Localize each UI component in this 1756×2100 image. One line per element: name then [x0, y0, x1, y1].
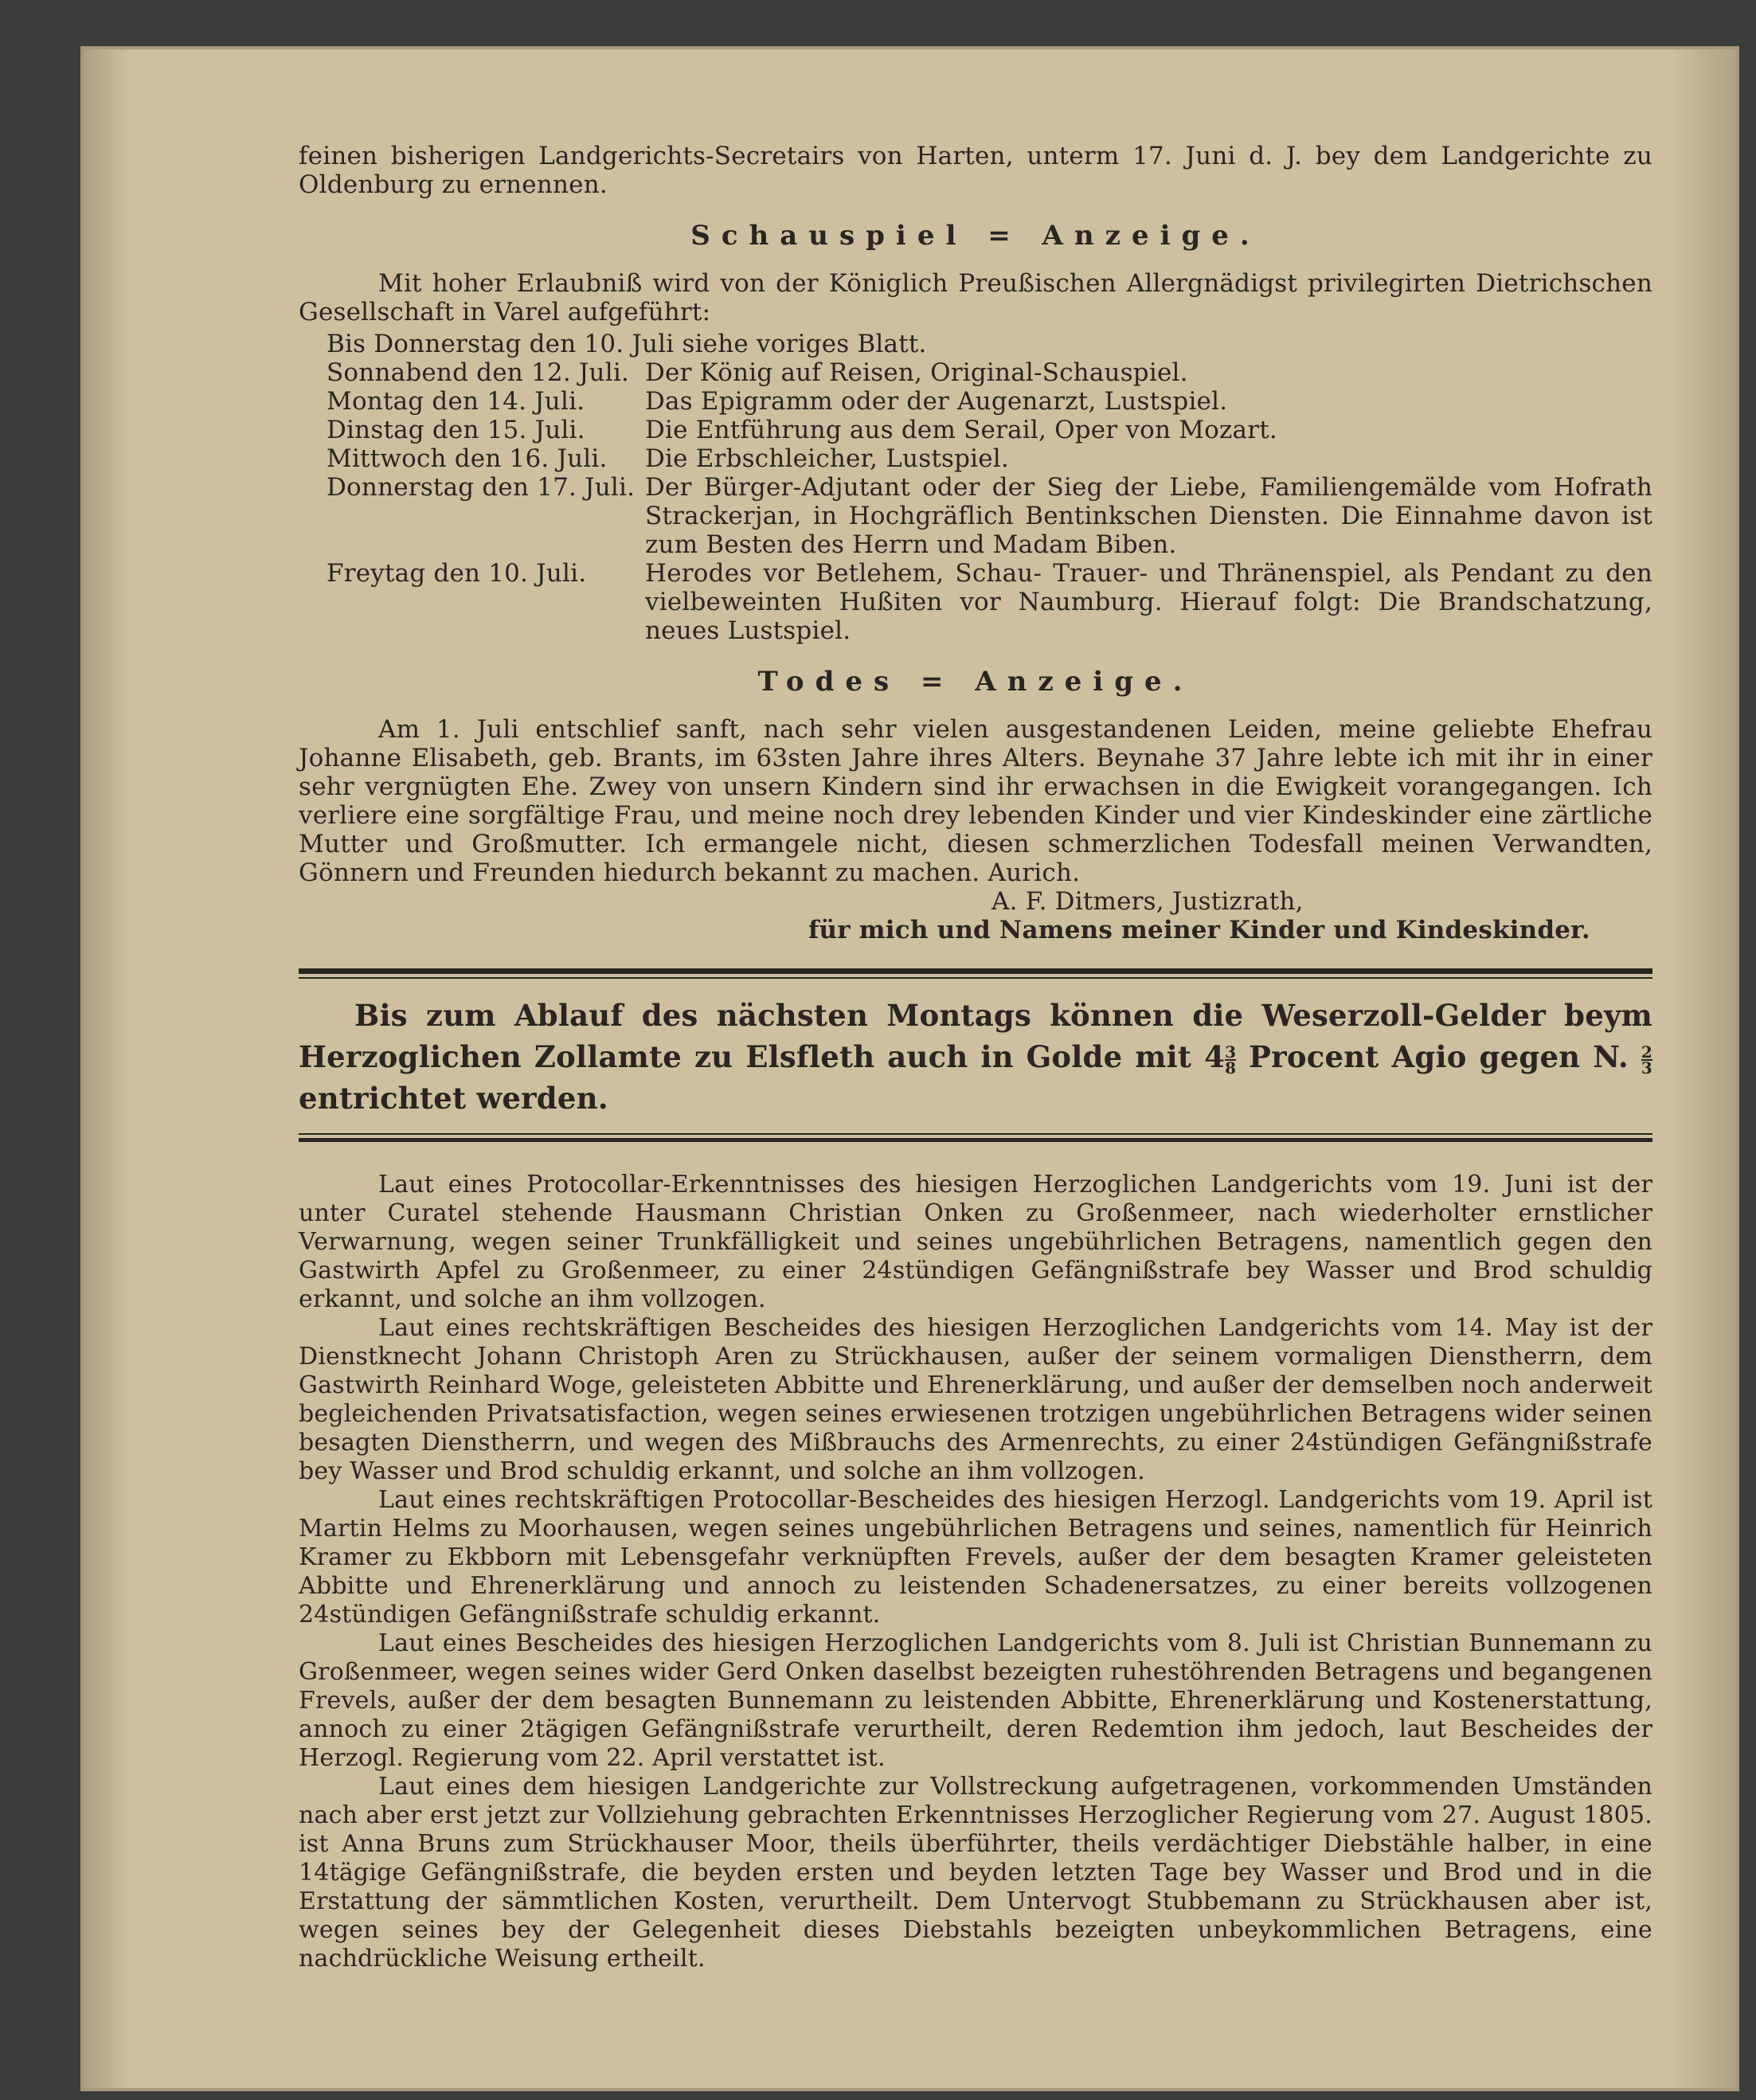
fraction-denominator: 3: [1641, 1058, 1652, 1077]
fraction-numerator: 2: [1641, 1042, 1652, 1062]
schedule-row: [299, 559, 1652, 645]
schedule-day: Dinstag den 15. Juli.: [327, 416, 585, 444]
schedule-day: Mittwoch den 16. Juli.: [327, 444, 608, 473]
fraction-two-thirds: [1641, 1042, 1652, 1077]
notice-text-middle: Procent Agio gegen N.: [1236, 1039, 1641, 1074]
schedule-play: Der Bürger-Adjutant oder der Sieg der Liebe, Familiengemälde vom Hofrath Strackerjan, in Hochgräflich Bentinkschen Diensten. Die Einnahme davon ist zum Besten des Herrn und Madam Biben.: [645, 473, 1652, 559]
judgment-paragraph: Laut eines Bescheides des hiesigen Herzoglichen Landgerichts vom 8. Juli ist Christian Bunnemann zu Großenmeer, wegen seines wider Gerd Onken daselbst bezeigten ruhestöhrenden Betragens und begangenen Frevels, außer der dem besagten Bunnemann zu leistenden Abbitte, Ehrenerklärung und Kostenerstattung, annoch zu einer 2tägigen Gefängnißstrafe verurtheilt, deren Redemtion ihm jedoch, laut Bescheides der Herzogl. Regierung vom 22. April verstattet ist.: [299, 1629, 1652, 1772]
divider-thick: [299, 1138, 1652, 1142]
schedule-play: Der König auf Reisen, Original-Schauspiel.: [645, 358, 1188, 387]
todes-signature-line2: für mich und Namens meiner Kinder und Kindeskinder.: [808, 916, 1590, 944]
fraction-denominator: 8: [1225, 1058, 1237, 1077]
schauspiel-heading: Schauspiel = Anzeige.: [690, 220, 1261, 252]
todes-heading: Todes = Anzeige.: [757, 666, 1194, 698]
page-text: [299, 142, 1652, 1973]
schauspiel-intro: Mit hoher Erlaubniß wird von der Königlich Preußischen Allergnädigst privilegirten Dietrichschen Gesellschaft in Varel aufgeführt:: [299, 269, 1652, 327]
weserzoll-notice: [299, 995, 1652, 1119]
notice-text-start: Bis zum Ablauf des nächsten Montags können die Weserzoll-Gelder beym Herzoglichen Zollamte zu Elsfleth auch in Golde mit 4: [299, 998, 1652, 1074]
schedule-row: [299, 358, 1652, 387]
schedule-row: [299, 330, 1652, 358]
schedule-row: [299, 444, 1652, 473]
todes-body: Am 1. Juli entschlief sanft, nach sehr vielen ausgestandenen Leiden, meine geliebte Ehefrau Johanne Elisabeth, geb. Brants, im 63sten Jahre ihres Alters. Beynahe 37 Jahre lebte ich mit ihr in einer sehr vergnügten Ehe. Zwey von unsern Kindern sind ihr erwachsen in die Ewigkeit vorangegangen. Ich verliere eine sorgfältige Frau, und meine noch drey lebenden Kinder und vier Kindeskinder eine zärtliche Mutter und Großmutter. Ich ermangele nicht, diesen schmerzlichen Todesfall meinen Verwandten, Gönnern und Freunden hiedurch bekannt zu machen. Aurich.: [299, 715, 1652, 887]
schedule-row: [299, 473, 1652, 559]
judgment-paragraph: Laut eines rechtskräftigen Bescheides des hiesigen Herzoglichen Landgerichts vom 14. May ist der Dienstknecht Johann Christoph Aren zu Strückhausen, außer der seinem vormaligen Dienstherrn, dem Gastwirth Reinhard Woge, geleisteten Abbitte und Ehrenerklärung, und außer der demselben noch anderweit begleichenden Privatsatisfaction, wegen seines erwiesenen trotzigen ungebührlichen Betragens wider seinen besagten Dienstherrn, und wegen des Mißbrauchs des Armenrechts, zu einer 24stündigen Gefängnißstrafe bey Wasser und Brod schuldig erkannt, und solche an ihm vollzogen.: [299, 1314, 1652, 1485]
schedule-day: Montag den 14. Juli.: [327, 387, 585, 416]
schedule-day: Freytag den 10. Juli.: [327, 559, 587, 588]
schedule-row: [299, 416, 1652, 444]
judgment-paragraph: Laut eines dem hiesigen Landgerichte zur Vollstreckung aufgetragenen, vorkommenden Umständen nach aber erst jetzt zur Vollziehung gebrachten Erkenntnisses Herzoglicher Regierung vom 27. August 1805. ist Anna Bruns zum Strückhauser Moor, theils überführter, theils verdächtiger Diebstähle halber, in eine 14tägige Gefängnißstrafe, die beyden ersten und beyden letzten Tage bey Wasser und Brod und in die Erstattung der sämmtlichen Kosten, verurtheilt. Dem Untervogt Stubbemann zu Strückhausen aber ist, wegen seines bey der Gelegenheit dieses Diebstahls bezeigten unbeykommlichen Betragens, eine nachdrückliche Weisung ertheilt.: [299, 1773, 1652, 1973]
continuation-paragraph: feinen bisherigen Landgerichts-Secretairs von Harten, unterm 17. Juni d. J. bey dem Landgerichte zu Oldenburg zu ernennen.: [299, 142, 1652, 199]
judgment-paragraph: Laut eines rechtskräftigen Protocollar-Bescheides des hiesigen Herzogl. Landgerichts vom 19. April ist Martin Helms zu Moorhausen, wegen seines ungebührlichen Betragens und seines, namentlich für Heinrich Kramer zu Ekbborn mit Lebensgefahr verknüpften Frevels, außer der dem besagten Kramer geleisteten Abbitte und Ehrenerklärung und annoch zu leistenden Schadenersatzes, zu einer bereits vollzogenen 24stündigen Gefängnißstrafe schuldig erkannt.: [299, 1486, 1652, 1629]
divider-thick: [299, 968, 1652, 974]
schedule-play: Herodes vor Betlehem, Schau- Trauer- und Thränenspiel, als Pendant zu den vielbeweinten Hußiten vor Naumburg. Hierauf folgt: Die Brandschatzung, neues Lustspiel.: [645, 559, 1652, 645]
schedule-play: Die Erbschleicher, Lustspiel.: [645, 444, 1009, 473]
todes-signature: A. F. Ditmers, Justizrath,: [991, 887, 1304, 916]
divider-thin: [299, 1133, 1652, 1135]
judgment-paragraph: Laut eines Protocollar-Erkenntnisses des hiesigen Herzoglichen Landgerichts vom 19. Juni ist der unter Curatel stehende Hausmann Christian Onken zu Großenmeer, nach wiederholter ernstlicher Verwarnung, wegen seiner Trunkfälligkeit und seines ungebührlichen Betragens, namentlich gegen den Gastwirth Apfel zu Großenmeer, zu einer 24stündigen Gefängnißstrafe bey Wasser und Brod schuldig erkannt, und solche an ihm vollzogen.: [299, 1171, 1652, 1313]
fraction-numerator: 3: [1225, 1042, 1237, 1062]
schedule-day: Donnerstag den 17. Juli.: [327, 473, 636, 502]
schedule-play: Die Entführung aus dem Serail, Oper von Mozart.: [645, 416, 1277, 444]
schedule-play: Das Epigramm oder der Augenarzt, Lustspiel.: [645, 387, 1228, 416]
schedule-day: Bis Donnerstag den 10. Juli siehe voriges Blatt.: [327, 330, 927, 358]
notice-text-end: entrichtet werden.: [299, 1081, 608, 1116]
schedule-row: [299, 387, 1652, 416]
fraction-three-eighths: [1225, 1042, 1237, 1077]
schedule-list: [299, 330, 1652, 645]
schedule-day: Sonnabend den 12. Juli.: [327, 358, 630, 387]
divider-thin: [299, 977, 1652, 979]
